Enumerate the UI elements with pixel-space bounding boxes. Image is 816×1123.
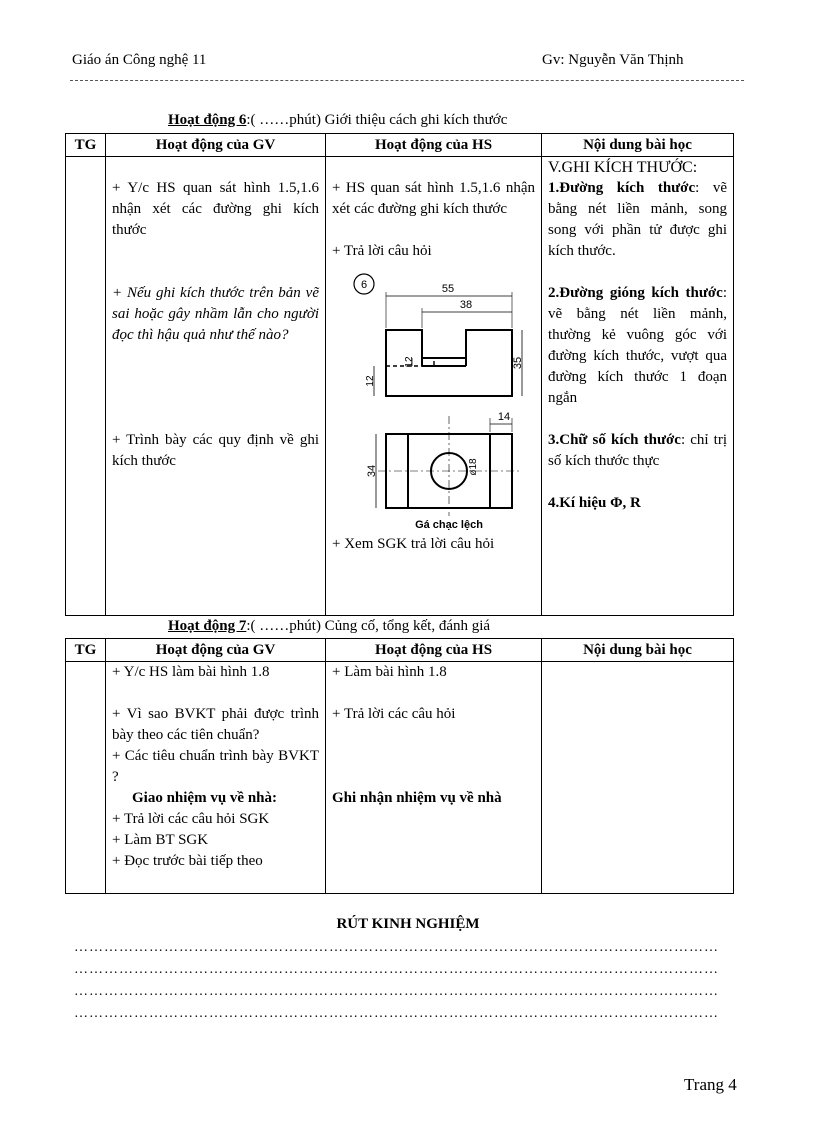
activity6-gv-cell — [106, 157, 326, 616]
hs6-p1: + HS quan sát hình 1.5,1.6 nhận xét các đường ghi kích thước — [332, 180, 535, 217]
hs7-p1: + Làm bài hình 1.8 — [332, 664, 447, 680]
content6-item3: 3.Chữ số kích thước: chỉ trị số kích thước thực — [548, 432, 727, 469]
gv7-hw3: + Đọc trước bài tiếp theo — [112, 853, 263, 869]
figure-caption: Gá chạc lệch — [415, 519, 483, 531]
gv7-hw1: + Trả lời các câu hỏi SGK — [112, 811, 270, 827]
dim-12-upper: 12 — [404, 356, 415, 368]
dim-38: 38 — [459, 299, 473, 311]
activity6-header-row — [66, 134, 734, 157]
activity7-gv-cell — [106, 662, 326, 894]
hs6-p2: + Trả lời câu hỏi — [332, 243, 432, 259]
col-hs: Hoạt động của HS — [326, 639, 542, 662]
gv6-p1: + Y/c HS quan sát hình 1.5,1.6 nhận xét các đường ghi kích thước — [112, 180, 319, 238]
gv7-homework-title: Giao nhiệm vụ về nhà: — [132, 790, 278, 806]
activity6-title — [168, 112, 507, 129]
content6-title: V.GHI KÍCH THƯỚC: — [548, 159, 698, 176]
col-gv: Hoạt động của GV — [106, 134, 326, 157]
activity7-body-row — [66, 662, 734, 894]
content6-item4: 4.Kí hiệu Φ, R — [548, 495, 641, 511]
review-line-1: ………………………………………………………………………………………………………………… — [74, 940, 719, 955]
col-hs: Hoạt động của HS — [326, 134, 542, 157]
activity6-label: Hoạt động 6 — [168, 112, 247, 128]
activity6-body-row — [66, 157, 734, 616]
col-content: Nội dung bài học — [542, 134, 734, 157]
activity7-hs-cell — [326, 662, 542, 894]
col-content: Nội dung bài học — [542, 639, 734, 662]
col-gv: Hoạt động của GV — [106, 639, 326, 662]
review-title: RÚT KINH NGHIỆM — [336, 916, 480, 932]
figure-number: 6 — [360, 279, 368, 291]
page-number: Trang 4 — [684, 1075, 737, 1094]
gv7-p2: + Vì sao BVKT phải được trình bày theo các tiên chuẩn? — [112, 706, 319, 743]
activity6-hs-cell — [326, 157, 542, 616]
technical-drawing — [342, 266, 535, 534]
dim-diameter-18: ø18 — [468, 458, 479, 476]
dim-55: 55 — [441, 283, 455, 295]
hs6-p3: + Xem SGK trả lời câu hỏi — [332, 536, 495, 552]
activity7-label: Hoạt động 7 — [168, 618, 247, 634]
gv6-p3: + Trình bày các quy định về ghi kích thước — [112, 432, 319, 469]
header-divider — [70, 80, 744, 81]
col-tg: TG — [66, 134, 106, 157]
activity6-rest: :( ……phút) Giới thiệu cách ghi kích thước — [246, 112, 508, 128]
activity7-header-row — [66, 639, 734, 662]
dim-14: 14 — [497, 411, 511, 423]
review-line-3: ………………………………………………………………………………………………………………… — [74, 984, 719, 999]
dim-12-lower: 12 — [365, 375, 376, 387]
activity7-content-cell — [542, 662, 734, 894]
gv7-hw2: + Làm BT SGK — [112, 832, 209, 848]
hs7-p2: + Trả lời các câu hỏi — [332, 706, 456, 722]
review-line-4: ………………………………………………………………………………………………………………… — [74, 1006, 719, 1021]
gv7-p1: + Y/c HS làm bài hình 1.8 — [112, 664, 270, 680]
activity7-title — [168, 618, 490, 635]
activity6-table — [65, 133, 734, 616]
review-line-2: ………………………………………………………………………………………………………………… — [74, 962, 719, 977]
activity7-tg-cell — [66, 662, 106, 894]
gv6-p2: + Nếu ghi kích thước trên bản vẽ sai hoặc gây nhầm lẫn cho người đọc thì hậu quả như thế nào? — [112, 285, 319, 343]
dim-34: 34 — [366, 464, 378, 478]
activity6-tg-cell — [66, 157, 106, 616]
content6-item1: 1.Đường kích thước: vẽ bằng nét liền mảnh, song song với phần tử được ghi kích thước. — [548, 180, 728, 259]
header-right: Gv: Nguyễn Văn Thịnh — [542, 52, 684, 68]
header-left: Giáo án Công nghệ 11 — [72, 52, 207, 68]
dim-35: 35 — [512, 356, 524, 370]
col-tg: TG — [66, 639, 106, 662]
content6-item2: 2.Đường gióng kích thước: vẽ bằng nét liền mảnh, thường kẻ vuông góc với đường kích thước, vượt qua đường kích thước 1 đoạn ngắn — [548, 285, 727, 406]
activity7-table — [65, 638, 734, 894]
activity7-rest: :( ……phút) Củng cố, tổng kết, đánh giá — [246, 618, 491, 634]
activity6-content-cell — [542, 157, 734, 616]
hs7-p3: Ghi nhận nhiệm vụ về nhà — [332, 790, 502, 806]
gv7-p3: + Các tiêu chuẩn trình bày BVKT ? — [112, 748, 319, 785]
